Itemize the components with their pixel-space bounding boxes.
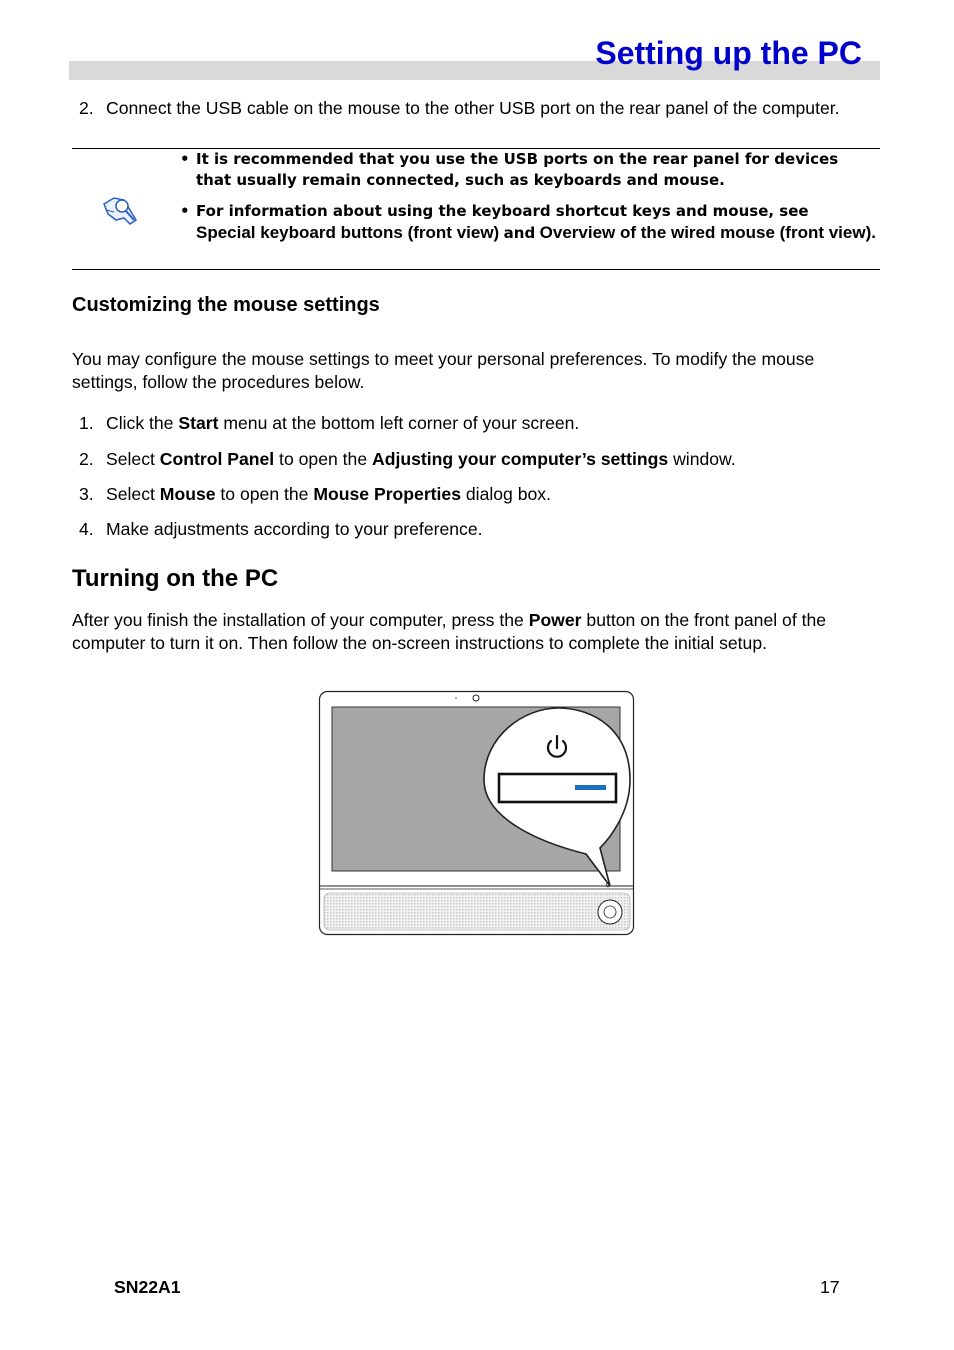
page-number: 17: [820, 1277, 840, 1297]
footer-model: SN22A1: [114, 1277, 181, 1297]
note-bullet-2-prefix: For information about using the keyboard shortcut keys and mouse, see: [196, 202, 809, 220]
customize-paragraph: You may configure the mouse settings to meet your personal preferences. To modify the mouse settings, follow the procedures below.: [72, 349, 815, 392]
note-magnifier-icon: [100, 190, 144, 230]
note-bullet-2-dot: •: [180, 202, 190, 220]
step-3-number: 3.: [79, 484, 94, 504]
pc-illustration: [318, 690, 636, 938]
step-4-number: 4.: [79, 519, 94, 539]
page-title: Setting up the PC: [595, 35, 862, 71]
customize-heading: Customizing the mouse settings: [72, 294, 380, 316]
note-bullet-1-dot: •: [180, 150, 190, 168]
intro-step-number: 2.: [79, 98, 94, 118]
note-bullet-2: [196, 201, 876, 244]
note-link-special-keys[interactable]: Special keyboard buttons (front view): [196, 223, 500, 242]
turning-on-heading: Turning on the PC: [72, 565, 279, 592]
step-3-text: Select Mouse to open the Mouse Properties dialog box.: [106, 484, 551, 504]
note-link-mouse-overview[interactable]: Overview of the wired mouse (front view).: [539, 223, 876, 242]
step-1-number: 1.: [79, 413, 94, 433]
intro-step-text: Connect the USB cable on the mouse to the other USB port on the rear panel of the computer.: [106, 98, 840, 118]
note-bullet-1: It is recommended that you use the USB ports on the rear panel for devices that usually remain connected, such as keyboards and mouse.: [196, 150, 839, 189]
step-2-text: Select Control Panel to open the Adjusting your computer’s settings window.: [106, 449, 736, 469]
note-and: and: [503, 224, 536, 242]
step-4-text: Make adjustments according to your preference.: [106, 519, 483, 539]
step-1-text: Click the Start menu at the bottom left corner of your screen.: [106, 413, 580, 433]
step-2-number: 2.: [79, 449, 94, 469]
turning-on-paragraph: After you finish the installation of your computer, press the Power button on the front panel of the computer to turn it on. Then follow the on-screen instructions to complete the initial setup.: [72, 610, 827, 653]
